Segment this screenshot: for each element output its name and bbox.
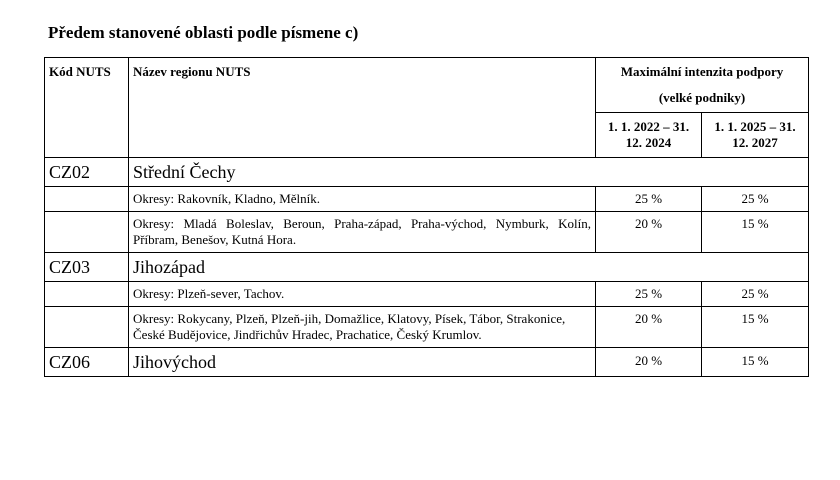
header-name: Název regionu NUTS — [129, 58, 596, 158]
header-max-intensity-line1: Maximální intenzita podpory — [620, 64, 784, 79]
section-heading: Předem stanovené oblasti podle písmene c) — [48, 23, 359, 42]
region-name: Jihovýchod — [129, 348, 596, 377]
region-row — [45, 158, 809, 187]
value-period-1: 20 % — [596, 307, 702, 348]
region-name: Jihozápad — [129, 253, 809, 282]
district-list: Okresy: Rokycany, Plzeň, Plzeň-jih, Domažlice, Klatovy, Písek, Tábor, Strakonice, České Budějovice, Jindřichův Hradec, Prachatice, Český Krumlov. — [129, 307, 596, 348]
header-max-intensity — [596, 58, 809, 113]
header-code: Kód NUTS — [45, 58, 129, 158]
value-period-1: 20 % — [596, 212, 702, 253]
value-period-2: 25 % — [702, 282, 809, 307]
region-row — [45, 253, 809, 282]
region-name: Střední Čechy — [129, 158, 809, 187]
district-row — [45, 307, 809, 348]
value-period-1: 25 % — [596, 282, 702, 307]
empty-code-cell — [45, 282, 129, 307]
value-period-2: 15 % — [702, 348, 809, 377]
empty-code-cell — [45, 212, 129, 253]
region-row — [45, 348, 809, 377]
value-period-2: 15 % — [702, 307, 809, 348]
district-row — [45, 282, 809, 307]
value-period-2: 25 % — [702, 187, 809, 212]
empty-code-cell — [45, 307, 129, 348]
value-period-2: 15 % — [702, 212, 809, 253]
header-period-2: 1. 1. 2025 – 31. 12. 2027 — [702, 113, 809, 158]
table-header-row — [45, 58, 809, 113]
value-period-1: 20 % — [596, 348, 702, 377]
district-row — [45, 187, 809, 212]
district-list: Okresy: Mladá Boleslav, Beroun, Praha-západ, Praha-východ, Nymburk, Kolín, Příbram, Benešov, Kutná Hora. — [129, 212, 596, 253]
header-max-intensity-line2: (velké podniky) — [658, 90, 746, 105]
district-row — [45, 212, 809, 253]
nuts-aid-table — [44, 57, 809, 377]
empty-code-cell — [45, 187, 129, 212]
header-period-1: 1. 1. 2022 – 31. 12. 2024 — [596, 113, 702, 158]
district-list: Okresy: Plzeň-sever, Tachov. — [129, 282, 596, 307]
region-code: CZ02 — [45, 158, 129, 187]
region-code: CZ06 — [45, 348, 129, 377]
value-period-1: 25 % — [596, 187, 702, 212]
region-code: CZ03 — [45, 253, 129, 282]
district-list: Okresy: Rakovník, Kladno, Mělník. — [129, 187, 596, 212]
